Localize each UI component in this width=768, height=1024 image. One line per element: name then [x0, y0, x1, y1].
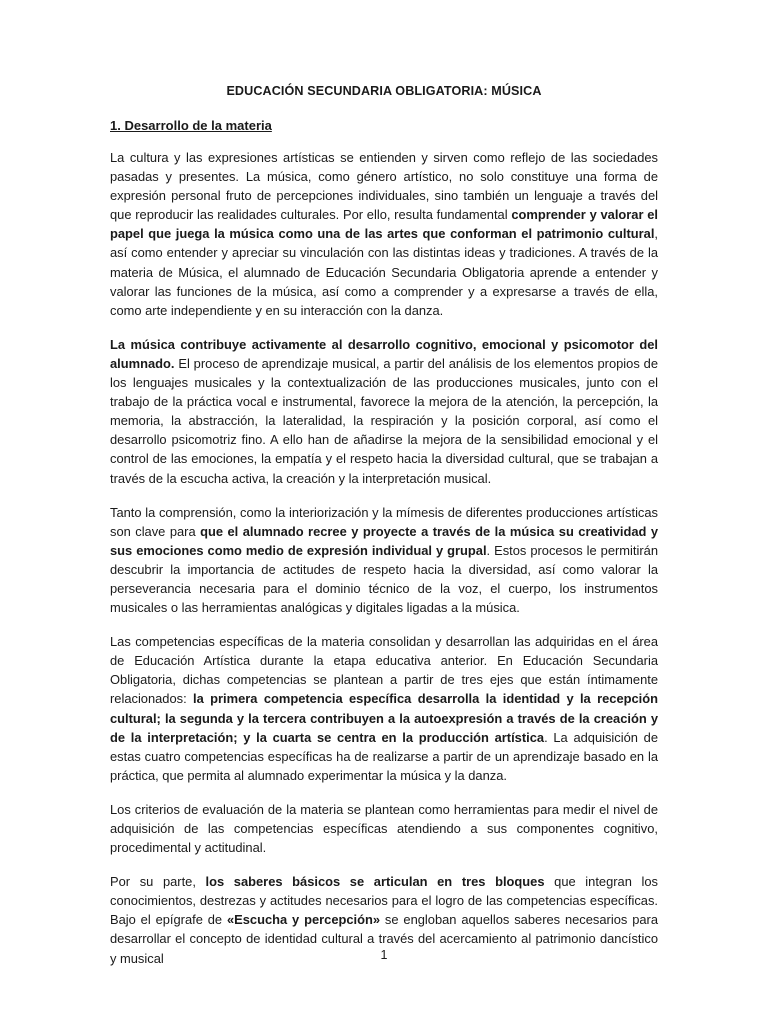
paragraph-3	[110, 503, 658, 618]
document-title: EDUCACIÓN SECUNDARIA OBLIGATORIA: MÚSICA	[226, 84, 542, 98]
text-run: . La adquisición de estas cuatro competencias específicas ha de realizarse a partir de un aprendizaje basado en la práctica, que permita al alumnado experimentar la música y la danza.	[110, 729, 659, 783]
text-run: que integran los conocimientos, destrezas y actitudes necesarios para el logro de las competencias específicas. Bajo el epígrafe de	[110, 874, 658, 928]
text-run: El proceso de aprendizaje musical, a partir del análisis de los elementos propios de los lenguajes musicales y la contextualización de las producciones musicales, junto con el trabajo de la práctica vocal e instrumental, favorece la mejora de la atención, la percepción, la memoria, la abstracción, la lateralidad, la respiración y la posición corporal, así como el desarrollo psicomotriz fino. A ello han de añadirse la mejora de la sensibilidad emocional y el control de las emociones, la empatía y el respeto hacia la diversidad cultural, que se trabajan a través de la escucha activa, la creación y la interpretación musical.	[110, 355, 658, 486]
text-run: se engloban aquellos saberes necesarios para desarrollar el concepto de identidad cultural a través del acercamiento al patrimonio dancístico y musical	[110, 912, 658, 966]
paragraph-5	[110, 800, 658, 857]
bold-text-run: la primera competencia específica desarrolla la identidad y la recepción cultural; la segunda y la tercera contribuyen a la autoexpresión a través de la creación y de la interpretación; y la cuarta se centra en la producción artística	[110, 691, 658, 745]
bold-text-run: los saberes básicos se articulan en tres bloques	[205, 874, 545, 890]
text-run: Los criterios de evaluación de la materia se plantean como herramientas para medir el nivel de adquisición de las competencias específicas atendiendo a sus componentes cognitivo, procedimental y actitudinal.	[110, 801, 658, 856]
text-run: Por su parte,	[110, 874, 206, 890]
page-number: 1	[380, 948, 388, 962]
paragraph-4	[110, 632, 658, 785]
bold-text-run: «Escucha y percepción»	[226, 912, 381, 928]
bold-text-run: La música contribuye activamente al desarrollo cognitivo, emocional y psicomotor del alumnado.	[110, 336, 658, 371]
text-run: Tanto la comprensión, como la interiorización y la mímesis de diferentes producciones artísticas son clave para	[110, 504, 658, 539]
text-run: La cultura y las expresiones artísticas se entienden y sirven como reflejo de las sociedades pasadas y presentes. La música, como género artístico, no solo constituye una forma de expresión personal fruto de percepciones individuales, sino también un lenguaje a través del que reproducir las realidades culturales. Por ello, resulta fundamental	[110, 150, 658, 223]
text-run: , así como entender y apreciar su vinculación con las distintas ideas y tradiciones. A través de la materia de Música, el alumnado de Educación Secundaria Obligatoria aprende a entender y valorar las funciones de la música, así como a comprender y a expresarse a través de ella, como arte independiente y en su interacción con la danza.	[110, 226, 658, 318]
paragraph-1	[110, 148, 658, 320]
section-heading: 1. Desarrollo de la materia	[110, 118, 272, 133]
text-run: . Estos procesos le permitirán descubrir la importancia de actitudes de respeto hacia la diversidad, así como valorar la perseverancia necesaria para el dominio técnico de la voz, el cuerpo, los instrumentos musicales o las herramientas analógicas y digitales ligadas a la música.	[110, 542, 658, 616]
bold-text-run: comprender y valorar el papel que juega la música como una de las artes que conforman el patrimonio cultural	[110, 207, 658, 242]
text-run: Las competencias específicas de la materia consolidan y desarrollan las adquiridas en el área de Educación Artística durante la etapa educativa anterior. En Educación Secundaria Obligatoria, dichas competencias se plantean a partir de tres ejes que están íntimamente relacionados:	[110, 634, 658, 707]
bold-text-run: que el alumnado recree y proyecte a través de la música su creatividad y sus emociones como medio de expresión individual y grupal	[110, 523, 659, 558]
paragraph-2	[110, 335, 658, 488]
